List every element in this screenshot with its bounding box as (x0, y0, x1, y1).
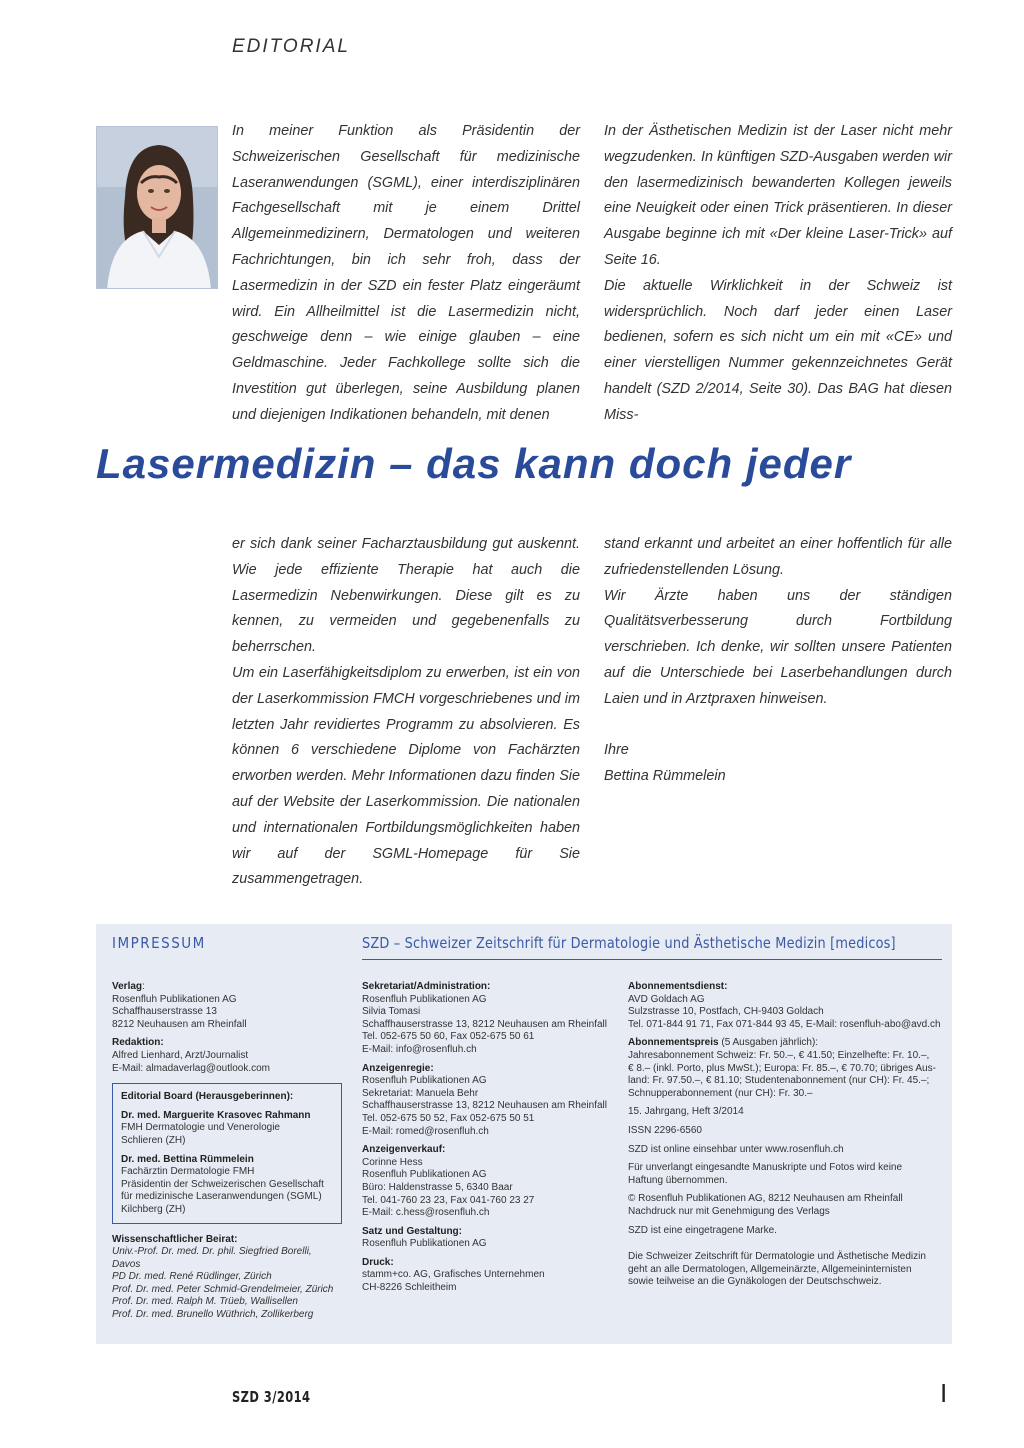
divider (362, 959, 942, 960)
audience-note (628, 1251, 944, 1289)
paragraph: Die aktuelle Wirklichkeit in der Schweiz ist widersprüchlich. Noch darf jeder einen Laser bedienen, sofern es sich nicht um ein mit «CE» und einer vierstelligen Nummer gekennzeichnetes Gerät handelt (SZD 2/2014, Seite 30). Das BAG hat diesen Miss- (604, 277, 952, 423)
online-note: SZD ist online einsehbar unter www.rosenfluh.ch (628, 1143, 844, 1155)
text-line: Für unverlangt eingesandte Manuskripte und Fotos wird keine (628, 1162, 903, 1174)
jahrgang: 15. Jahrgang, Heft 3/2014 (628, 1106, 744, 1118)
text-line: stamm+co. AG, Grafisches Unternehmen (362, 1269, 545, 1281)
paragraph: In meiner Funktion als Präsidentin der Schweizerischen Gesellschaft für medizinische Laseranwendungen (SGML), einer interdisziplinären Fachgesellschaft mit je einem Drittel Allgemeinmedizinern, Dermatologen und weiteren Fachrichtungen, bin ich sehr froh, dass der Lasermedizin in der SZD ein fester Platz eingeräumt wird. Ein Allheilmittel ist die Lasermedizin nicht, geschweige denn – wie einige glauben – eine Geldmaschine. Jeder Fachkollege sollte sich die Investition gut überlegen, seine Ausbildung planen und diejenigen Indikationen behandeln, mit denen (232, 123, 580, 423)
editorial-board (112, 1083, 342, 1223)
anzeigenverkauf-lines (362, 1157, 612, 1220)
text-line: Tel. 041-760 23 23, Fax 041-760 23 27 (362, 1194, 535, 1206)
text-line: Schnupperabonnement (nur CH): Fr. 30.– (628, 1087, 813, 1099)
signature: Bettina Rümmelein (604, 768, 726, 785)
board-member-lines (121, 1122, 333, 1147)
text-line: Kilchberg (ZH) (121, 1203, 186, 1215)
impressum-column-2 (362, 981, 612, 1301)
board-member-lines (121, 1166, 333, 1216)
druck-label: Druck: (362, 1256, 394, 1268)
text-line: Rosenfluh Publikationen AG (362, 1169, 487, 1181)
satz-lines (362, 1238, 612, 1251)
issn: ISSN 2296-6560 (628, 1124, 702, 1136)
headline: Lasermedizin – das kann doch jeder (96, 440, 852, 487)
text-line: Schaffhauserstrasse 13, 8212 Neuhausen am Rheinfall (362, 1100, 607, 1112)
trademark-note: SZD ist eine eingetragene Marke. (628, 1224, 777, 1236)
redaktion-label: Redaktion: (112, 1037, 164, 1049)
closing: Ihre (604, 742, 629, 759)
board-label: Editorial Board (Herausgeberinnen): (121, 1091, 294, 1103)
text-line: land: Fr. 97.50.–, € 81.10; Studentenabonnement (nur CH): Fr. 45.–; (628, 1075, 930, 1087)
text-line: E-Mail: romed@rosenfluh.ch (362, 1125, 489, 1137)
text-line: Prof. Dr. med. Peter Schmid-Grendelmeier, Zürich (112, 1283, 334, 1295)
preis-label: Abonnementspreis (628, 1037, 719, 1049)
text-line: geht an alle Dermatologen, Allgemeinärzte, Allgemeininternisten (628, 1263, 912, 1275)
text-line: Corinne Hess (362, 1156, 423, 1168)
text-line: © Rosenfluh Publikationen AG, 8212 Neuhausen am Rheinfall (628, 1193, 903, 1205)
text-line: Büro: Haldenstrasse 5, 6340 Baar (362, 1181, 513, 1193)
editorial-column-2-bottom (604, 532, 952, 790)
paragraph: In der Ästhetischen Medizin ist der Laser nicht mehr wegzudenken. In künftigen SZD-Ausgaben werden wir den lasermedizinisch bewanderten Kollegen jeweils eine Neuigkeit oder einen Trick präsentieren. In dieser Ausgabe beginne ich mit «Der kleine Laser-Trick» auf Seite 16. (604, 123, 952, 268)
preis-note: (5 Ausgaben jährlich): (721, 1037, 819, 1049)
text-line: Die Schweizer Zeitschrift für Dermatologie und Ästhetische Medizin (628, 1251, 926, 1263)
editorial-column-2-top (604, 119, 952, 429)
text-line: Schaffhauserstrasse 13, 8212 Neuhausen am Rheinfall (362, 1018, 607, 1030)
copyright-note (628, 1193, 944, 1218)
issue-label: SZD 3/2014 (232, 1388, 311, 1406)
editorial-column-1-top (232, 119, 580, 429)
text-line: € 8.– (inkl. Porto, plus MwSt.); Europa: Fr. 85.–, € 70.70; übriges Aus- (628, 1062, 936, 1074)
impressum-column-1: Verlag: Rosenfluh Publikationen AG Schaffhauserstrasse 13 8212 Neuhausen am Rheinfall Redaktion: Alfred Lienhard, Arzt/Journalist E-Mail: almadaverlag@outlook.com Editorial Board (Herausgeberinnen): Dr. med. Marguerite Krasovec Rahmann FMH Dermatologie und Venerologie Schlieren (ZH) Dr. med. Bettina Rümmelein Fachärztin Dermatologie FMH Präsidentin der Schweizerischen Gesellschaft für medizinische Laseranwendungen (SGML) Kilchberg (ZH) Wissenschaftlicher Beirat: Univ.-Prof. Dr. med. Dr. phil. Siegfried Borelli, Davos PD Dr. med. René Rüdlinger, Zürich Prof. Dr. med. Peter Schmid-Grendelmeier, Zürich Prof. Dr. med. Ralph M. Trüeb, Wallisellen Prof. Dr. med. Brunello Wüthrich, Zollikerberg (112, 981, 342, 1328)
sekretariat-lines (362, 994, 612, 1057)
redaktion-lines (112, 1050, 342, 1075)
text-line: AVD Goldach AG (628, 993, 705, 1005)
beirat-lines (112, 1246, 342, 1322)
anzeigenregie-lines (362, 1075, 612, 1138)
preis-lines (628, 1050, 944, 1100)
text-line: E-Mail: info@rosenfluh.ch (362, 1043, 477, 1055)
text-line: Fachärztin Dermatologie FMH (121, 1166, 255, 1178)
paragraph: er sich dank seiner Facharztausbildung gut auskennt. Wie jede effiziente Therapie hat auch die Lasermedizin Nebenwirkungen. Diese gilt es zu kennen, zu vermeiden und gegebenenfalls zu beherrschen. (232, 536, 580, 656)
text-line: Prof. Dr. med. Ralph M. Trüeb, Wallisellen (112, 1296, 298, 1308)
paragraph: stand erkannt und arbeitet an einer hoffentlich für alle zufriedenstellenden Lösung. (604, 536, 952, 578)
anzeigenverkauf-label: Anzeigenverkauf: (362, 1144, 446, 1156)
text-line: Tel. 052-675 50 52, Fax 052-675 50 51 (362, 1112, 535, 1124)
text-line: CH-8226 Schleitheim (362, 1282, 457, 1294)
text-line: Prof. Dr. med. Brunello Wüthrich, Zollikerberg (112, 1309, 314, 1321)
text-line: Schlieren (ZH) (121, 1134, 186, 1146)
abo-lines (628, 994, 944, 1032)
text-line: FMH Dermatologie und Venerologie (121, 1122, 280, 1134)
satz-label: Satz und Gestaltung: (362, 1225, 462, 1237)
journal-title: SZD – Schweizer Zeitschrift für Dermatologie und Ästhetische Medizin [medicos] (362, 934, 896, 952)
impressum-box (96, 924, 952, 1344)
page-number: I (940, 1378, 948, 1408)
text-line: Rosenfluh Publikationen AG (362, 1075, 487, 1087)
text-line: Tel. 052-675 50 60, Fax 052-675 50 61 (362, 1031, 535, 1043)
verlag-lines (112, 994, 342, 1032)
section-label: EDITORIAL (232, 36, 350, 57)
text-line: Alfred Lienhard, Arzt/Journalist (112, 1049, 249, 1061)
beirat-label: Wissenschaftlicher Beirat: (112, 1233, 238, 1245)
text-line: Jahresabonnement Schweiz: Fr. 50.–, € 41.50; Einzelhefte: Fr. 10.–, (628, 1049, 930, 1061)
text-line: sowie teilweise an die Gynäkologen der Deutschschweiz. (628, 1276, 882, 1288)
manuskripte-note (628, 1162, 944, 1187)
druck-lines (362, 1269, 612, 1294)
text-line: Rosenfluh Publikationen AG (362, 1238, 487, 1250)
text-line: Sekretariat: Manuela Behr (362, 1087, 479, 1099)
text-line: E-Mail: c.hess@rosenfluh.ch (362, 1207, 490, 1219)
text-line: Sulzstrasse 10, Postfach, CH-9403 Goldach (628, 1006, 824, 1018)
impressum-title: IMPRESSUM (112, 934, 206, 952)
anzeigenregie-label: Anzeigenregie: (362, 1062, 434, 1074)
text-line: Silvia Tomasi (362, 1006, 421, 1018)
text-line: Haftung übernommen. (628, 1174, 728, 1186)
board-member-name: Dr. med. Bettina Rümmelein (121, 1153, 254, 1165)
text-line: Tel. 071-844 91 71, Fax 071-844 93 45, E-Mail: rosenfluh-abo@avd.ch (628, 1018, 941, 1030)
impressum-column-3 (628, 981, 944, 1289)
text-line: Präsidentin der Schweizerischen Gesellschaft (121, 1178, 324, 1190)
text-line: Univ.-Prof. Dr. med. Dr. phil. Siegfried Borelli, Davos (112, 1246, 312, 1270)
sekretariat-label: Sekretariat/Administration: (362, 981, 491, 992)
abo-label: Abonnementsdienst: (628, 981, 728, 992)
author-portrait (96, 126, 218, 289)
text-line: Rosenfluh Publikationen AG (112, 993, 237, 1005)
text-line: für medizinische Laseranwendungen (SGML) (121, 1191, 322, 1203)
text-line: Rosenfluh Publikationen AG (362, 993, 487, 1005)
paragraph: Wir Ärzte haben uns der ständigen Qualitätsverbesserung durch Fortbildung verschrieben. Ich denke, wir sollten unsere Patienten auf die Unterschiede bei Laserbehandlungen durch Laien und in Arztpraxen hinweisen. (604, 587, 952, 707)
text-line: PD Dr. med. René Rüdlinger, Zürich (112, 1271, 272, 1283)
board-member-name: Dr. med. Marguerite Krasovec Rahmann (121, 1109, 311, 1121)
paragraph: Um ein Laserfähigkeitsdiplom zu erwerben, ist ein von der Laserkommission FMCH vorgeschriebenes und im letzten Jahr revidiertes Programm zu absolvieren. Es können 6 verschiedene Diplome von Fachärzten erworben werden. Mehr Informationen dazu finden Sie auf der Website der Laserkommission. Die nationalen und internationalen Fortbildungsmöglichkeiten haben wir auf der SGML-Homepage für Sie zusammengetragen. (232, 664, 580, 888)
text-line: Nachdruck nur mit Genehmigung des Verlags (628, 1205, 830, 1217)
verlag-label: Verlag (112, 981, 143, 992)
text-line: Schaffhauserstrasse 13 (112, 1006, 217, 1018)
text-line: E-Mail: almadaverlag@outlook.com (112, 1062, 270, 1074)
text-line: 8212 Neuhausen am Rheinfall (112, 1018, 247, 1030)
editorial-column-1-bottom (232, 532, 580, 893)
